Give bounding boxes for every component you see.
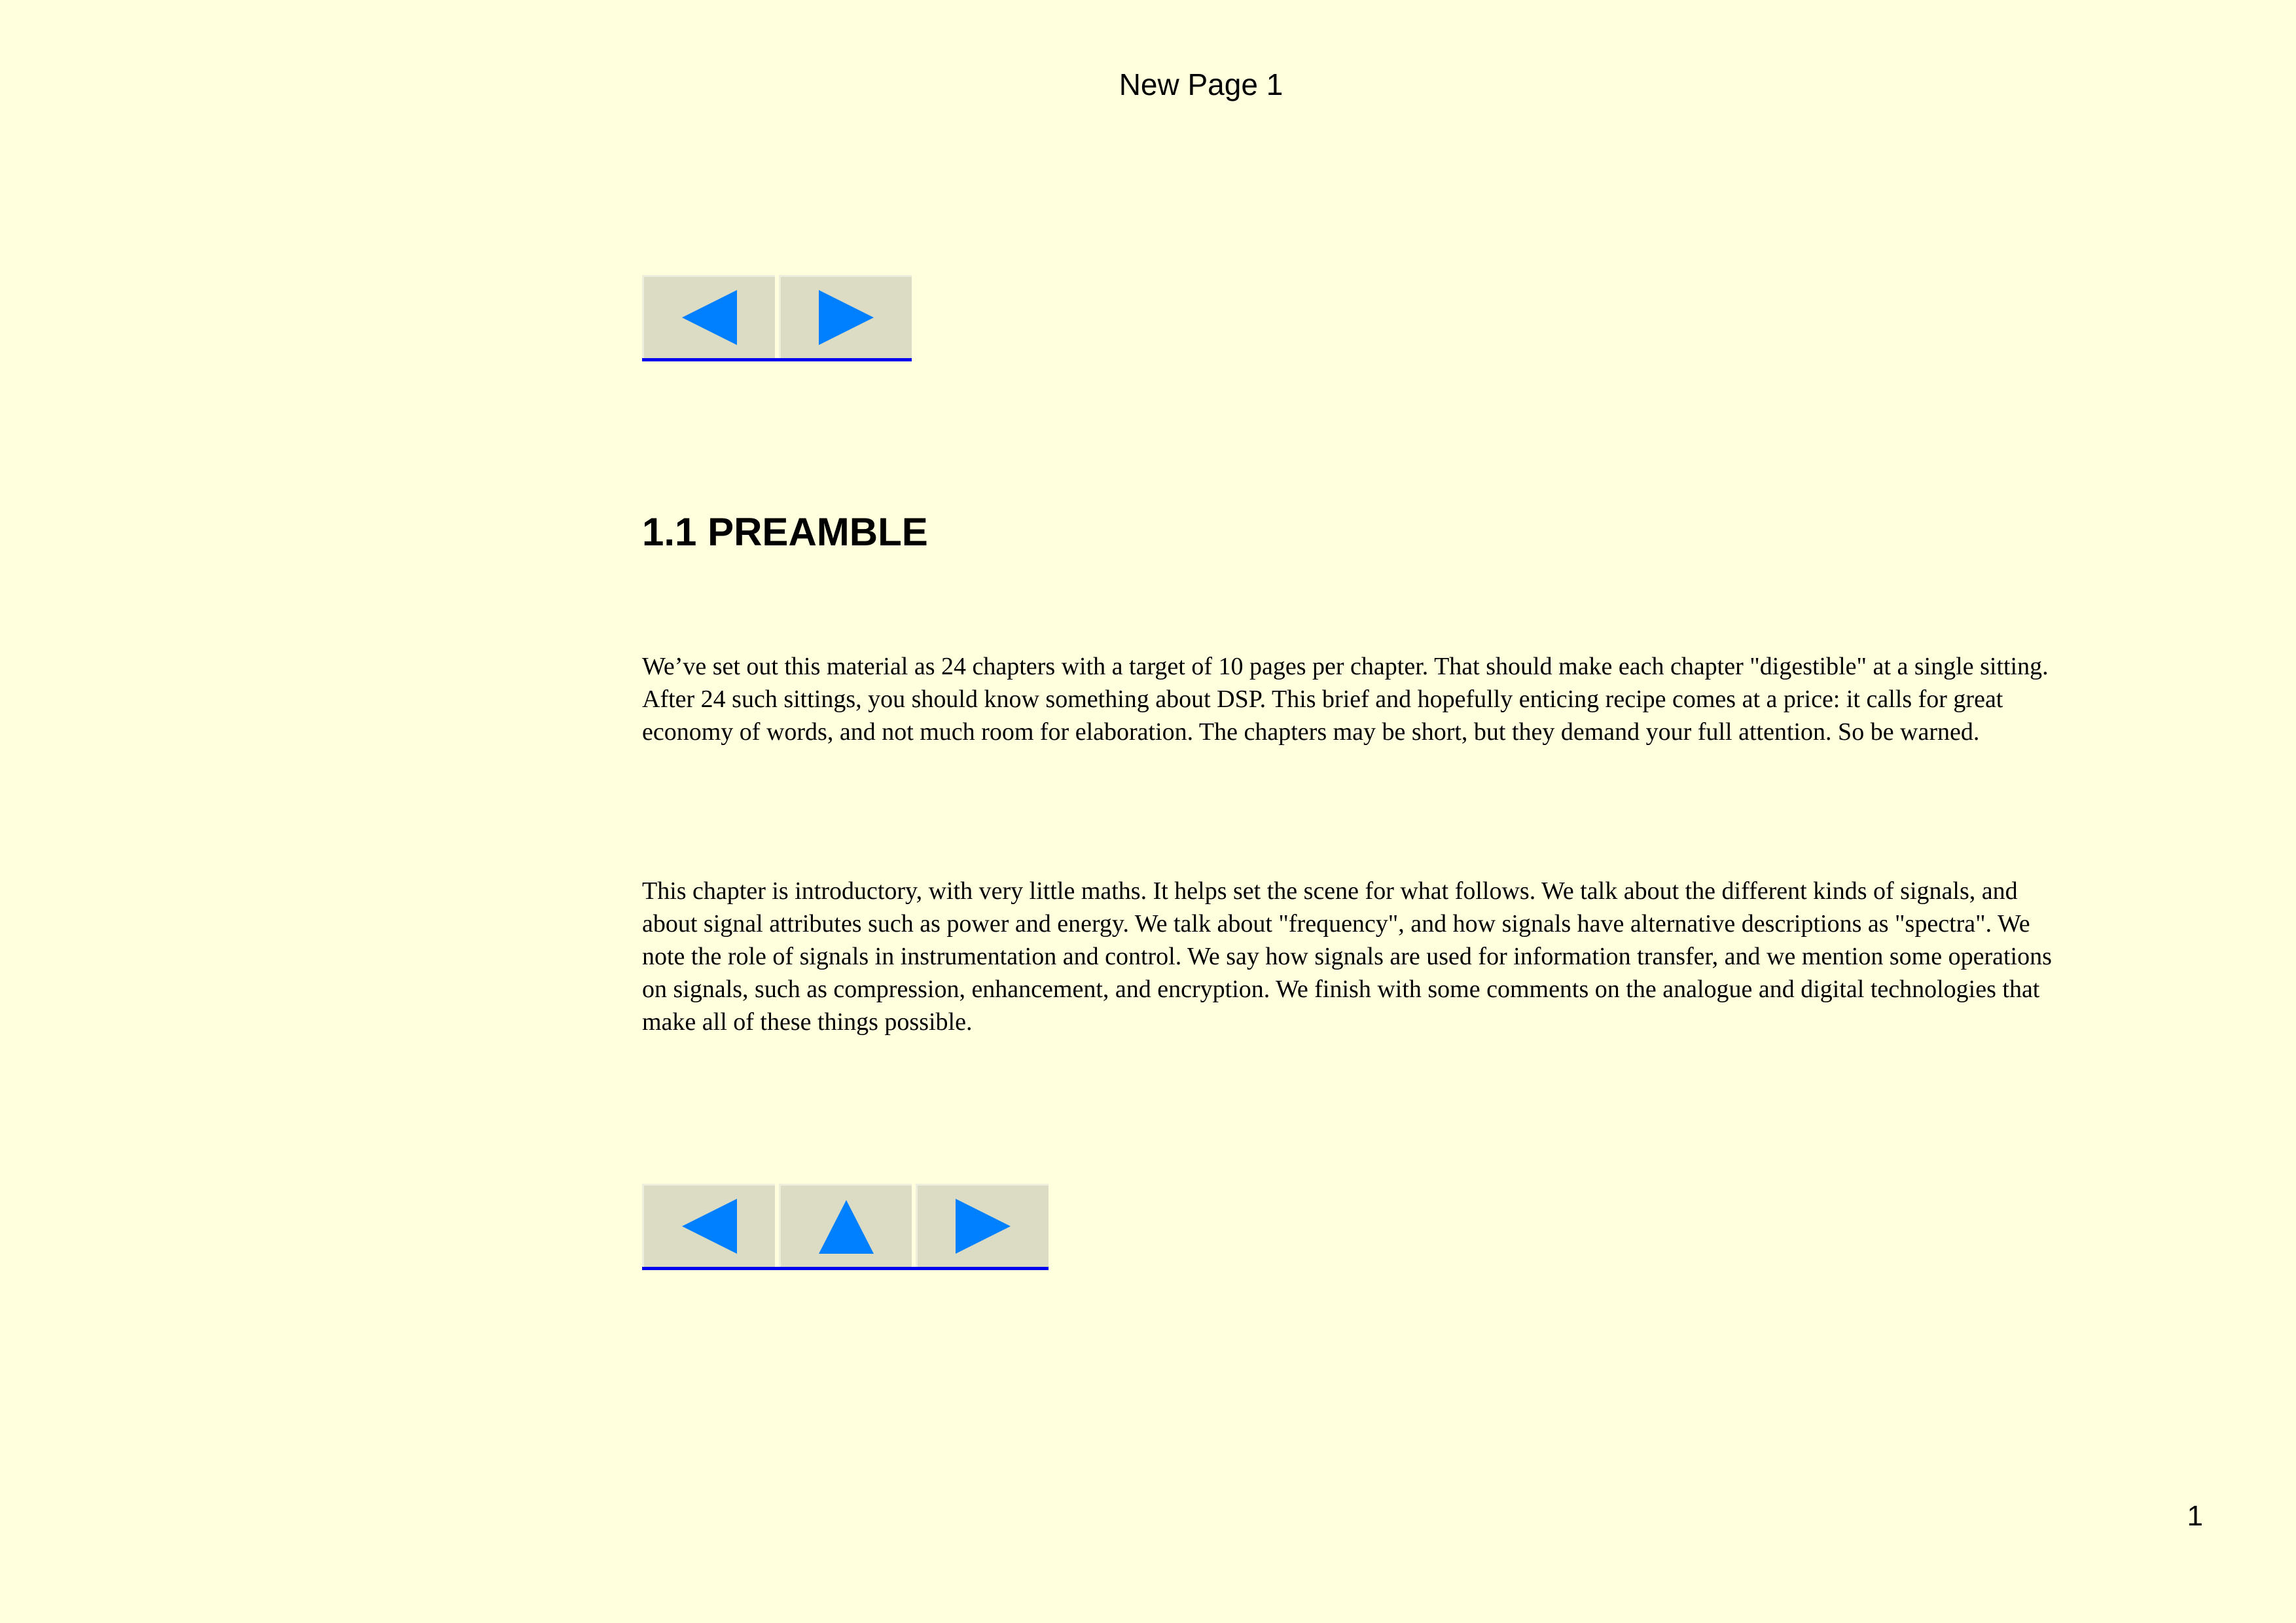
bottom-navigation <box>642 1184 1049 1270</box>
previous-button[interactable] <box>642 1184 775 1267</box>
paragraph: This chapter is introductory, with very little maths. It helps set the scene for what follows. We talk about the different kinds of signals, and about signal attributes such as power and energy. We talk about "frequency", and how signals have alternative descriptions as "spectra". We note the role of signals in instrumentation and control. We say how signals are used for information transfer, and we mention some operations on signals, such as compression, enhancement, and encryption. We finish with some comments on the analogue and digital technologies that make all of these things possible. <box>642 877 2052 1036</box>
next-button[interactable] <box>779 275 912 358</box>
up-button[interactable] <box>779 1184 912 1267</box>
arrow-up-icon <box>814 1194 879 1259</box>
arrow-left-icon <box>677 285 742 350</box>
page-header-title: New Page 1 <box>1119 67 1283 101</box>
arrow-left-icon <box>677 1194 742 1259</box>
previous-button[interactable] <box>642 275 775 358</box>
arrow-right-icon <box>950 1194 1016 1259</box>
top-navigation <box>642 275 912 361</box>
page-number: 1 <box>2187 1500 2203 1532</box>
paragraph: We’ve set out this material as 24 chapters with a target of 10 pages per chapter. That should make each chapter "digestible" at a single sitting. After 24 such sittings, you should know something about DSP. This brief and hopefully enticing recipe comes at a price: it calls for great economy of words, and not much room for elaboration. The chapters may be short, but they demand your full attention. So be warned. <box>642 653 2049 746</box>
arrow-right-icon <box>814 285 879 350</box>
section-heading: 1.1 PREAMBLE <box>642 510 928 554</box>
next-button[interactable] <box>916 1184 1049 1267</box>
